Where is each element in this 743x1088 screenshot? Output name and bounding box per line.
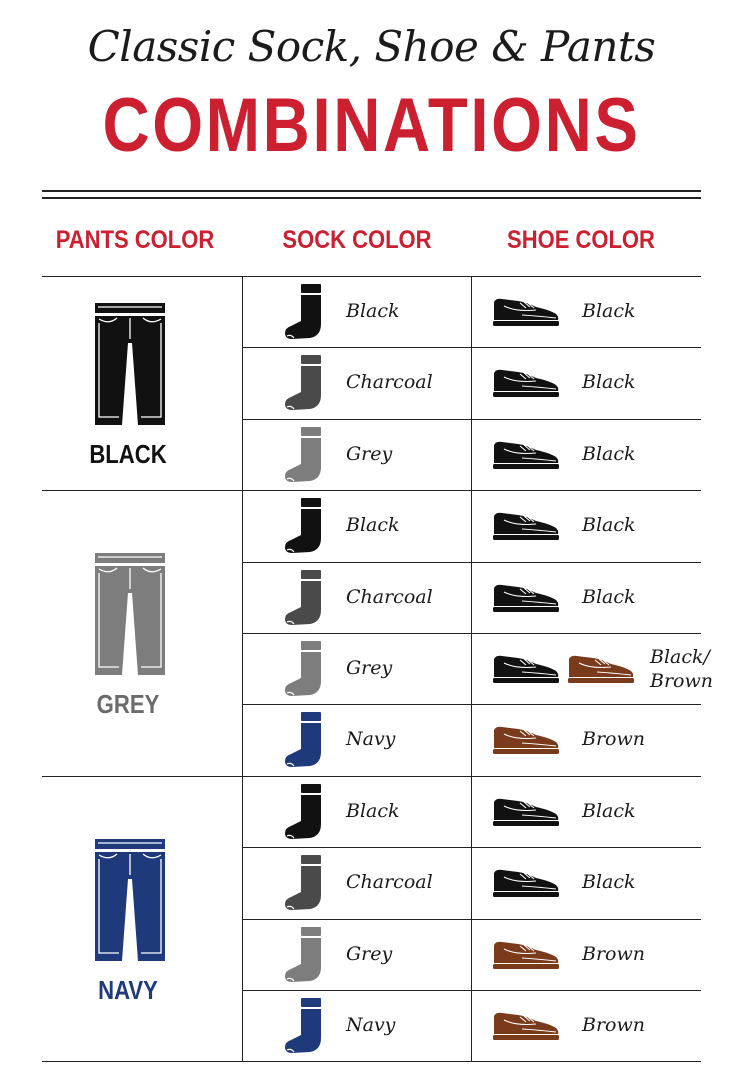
top-rule-1 bbox=[42, 190, 701, 192]
shoe-color-label-line1: Black/ bbox=[650, 646, 710, 668]
header-shoe-color: SHOE COLOR bbox=[507, 226, 655, 254]
sock-icon bbox=[284, 570, 326, 626]
shoe-color-label: Black bbox=[582, 442, 636, 465]
shoe-icon bbox=[492, 439, 560, 471]
page-title-line2: COMBINATIONS bbox=[102, 83, 641, 168]
shoe-icon bbox=[492, 724, 560, 756]
sock-icon bbox=[284, 427, 326, 483]
shoe-color-label: Brown bbox=[582, 942, 645, 965]
sock-color-label: Charcoal bbox=[346, 371, 433, 394]
pants-color-label: BLACK bbox=[89, 439, 167, 470]
shoe-color-label: Black bbox=[582, 799, 636, 822]
top-rule-2 bbox=[42, 197, 701, 199]
sock-icon bbox=[284, 498, 326, 554]
sock-color-label: Charcoal bbox=[346, 585, 433, 608]
shoe-icon bbox=[492, 796, 560, 828]
sock-icon bbox=[284, 355, 326, 411]
column-divider bbox=[242, 276, 243, 1061]
pants-group-navy bbox=[42, 776, 242, 1062]
pants-icon bbox=[95, 839, 165, 961]
group-divider bbox=[42, 1061, 701, 1062]
sock-icon bbox=[284, 998, 326, 1054]
page-title-line1: Classic Sock, Shoe & Pants bbox=[87, 22, 656, 71]
sock-icon bbox=[284, 284, 326, 340]
shoe-icon bbox=[492, 367, 560, 399]
shoe-color-label: Black bbox=[582, 871, 636, 894]
shoe-color-label: Black bbox=[582, 371, 636, 394]
column-divider bbox=[471, 276, 472, 1061]
shoe-color-label: Brown bbox=[582, 728, 645, 751]
sock-icon bbox=[284, 927, 326, 983]
shoe-icon bbox=[492, 510, 560, 542]
pants-icon bbox=[95, 303, 165, 425]
shoe-icon bbox=[492, 939, 560, 971]
sock-color-label: Grey bbox=[346, 942, 393, 965]
sock-icon bbox=[284, 641, 326, 697]
shoe-icon bbox=[567, 653, 635, 685]
sock-color-label: Navy bbox=[346, 728, 396, 751]
header-sock-color: SOCK COLOR bbox=[282, 226, 432, 254]
pants-color-label: NAVY bbox=[98, 974, 158, 1005]
sock-icon bbox=[284, 855, 326, 911]
shoe-icon bbox=[492, 653, 560, 685]
pants-color-label: GREY bbox=[96, 688, 160, 719]
sock-icon bbox=[284, 784, 326, 840]
pants-group-black bbox=[42, 276, 242, 490]
sock-color-label: Black bbox=[346, 514, 400, 537]
pants-icon bbox=[95, 553, 165, 675]
shoe-color-label: Black bbox=[582, 514, 636, 537]
shoe-color-label-line2: Brown bbox=[650, 670, 713, 692]
shoe-icon bbox=[492, 1010, 560, 1042]
shoe-color-label: Brown bbox=[582, 1014, 645, 1036]
sock-icon bbox=[284, 712, 326, 768]
shoe-icon bbox=[492, 867, 560, 899]
sock-color-label: Grey bbox=[346, 442, 393, 465]
sock-color-label: Black bbox=[346, 300, 400, 322]
shoe-icon bbox=[492, 582, 560, 614]
sock-color-label: Navy bbox=[346, 1014, 396, 1036]
pants-group-grey bbox=[42, 490, 242, 776]
sock-color-label: Black bbox=[346, 799, 400, 822]
shoe-icon bbox=[492, 296, 560, 328]
sock-color-label: Grey bbox=[346, 657, 393, 679]
sock-color-label: Charcoal bbox=[346, 871, 433, 894]
header-pants-color: PANTS COLOR bbox=[55, 226, 215, 254]
shoe-color-label: Black bbox=[582, 585, 636, 608]
shoe-color-label: Black bbox=[582, 300, 636, 322]
